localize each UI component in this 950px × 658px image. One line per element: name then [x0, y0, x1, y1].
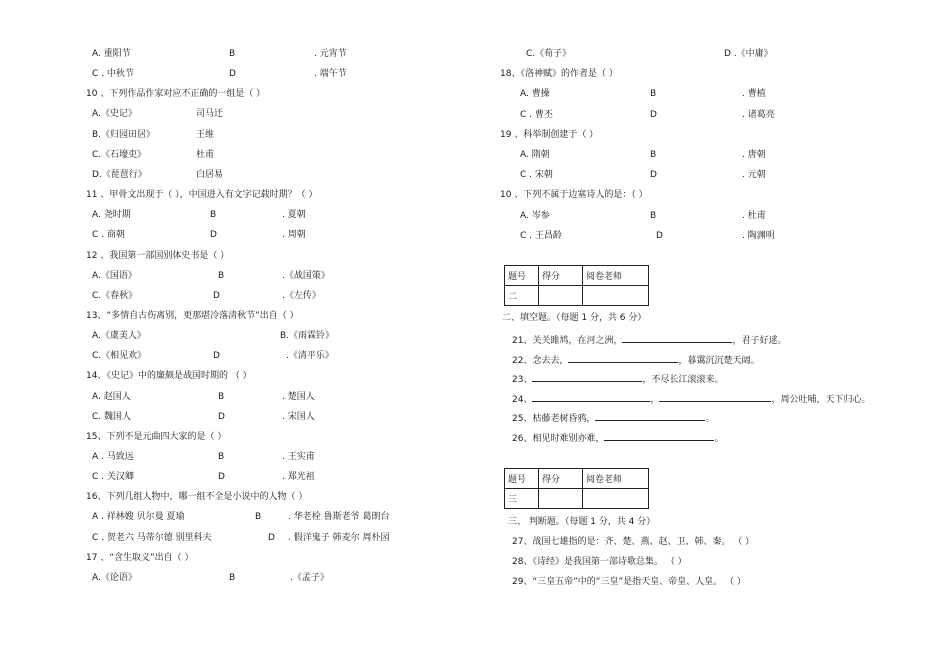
fill-blank-suffix: ，君子好逑。 — [732, 336, 787, 346]
question-text: 10 、下列不属于边塞诗人的是：（ ） — [500, 190, 648, 200]
option-right: . 郑光祖 — [282, 472, 315, 482]
answer-blank[interactable] — [532, 392, 650, 402]
option-letter: D — [213, 291, 220, 301]
true-false-item: 29、“三皇五帝”中的“三皇”是指天皇、帝皇、人皇。 （ ） — [512, 577, 746, 587]
option-right: . 假洋鬼子 韩麦尔 周朴园 — [288, 533, 390, 543]
option-right: . 夏朝 — [282, 210, 306, 220]
option-right: .《战国策》 — [282, 271, 330, 281]
option-left: C . 商朝 — [92, 230, 125, 240]
option-letter: D — [210, 230, 217, 240]
option-letter: B — [650, 89, 657, 99]
question-text: 12 、我国第一部国别体史书是（ ） — [86, 251, 230, 261]
table-header-score: 得分 — [539, 469, 583, 489]
option-left: C.《相见欢》 — [92, 351, 147, 361]
option-letter: B — [210, 210, 217, 220]
table-header-score: 得分 — [539, 266, 583, 286]
option-left: A.《国语》 — [92, 271, 137, 281]
fill-blank-separator: ， — [650, 395, 660, 405]
answer-blank[interactable] — [532, 372, 642, 382]
option-right: 司马迁 — [196, 109, 224, 119]
option-right: .《孟子》 — [290, 573, 329, 583]
option-left: A . 祥林嫂 贝尔曼 夏瑜 — [92, 512, 185, 522]
option-letter: B — [650, 211, 657, 221]
fill-blank-suffix: 。 — [705, 414, 715, 424]
table-header-grader: 阅卷老师 — [583, 266, 649, 286]
fill-blank-item — [512, 431, 723, 445]
option-left: A . 马致远 — [92, 452, 134, 462]
table-score-cell[interactable] — [539, 489, 583, 509]
option-left: C.《石壕吏》 — [92, 150, 147, 160]
option-right: . 元朝 — [742, 170, 766, 180]
option-right: . 端午节 — [314, 69, 347, 79]
fill-blank-item — [512, 411, 714, 425]
section3-title: 三、 判断题。（每题 1 分，共 4 分） — [508, 517, 656, 527]
option-left: C . 曹丕 — [520, 110, 553, 120]
question-text: 13、“多情自古伤离别，更那堪冷落清秋节”出自（ ） — [86, 311, 299, 321]
option-left: B.《归园田居》 — [92, 130, 156, 140]
true-false-item: 27、战国七雄指的是：齐、楚、燕、赵、卫、韩、秦。 （ ） — [512, 537, 755, 547]
table-score-cell[interactable] — [539, 286, 583, 306]
fill-blank-item — [512, 392, 870, 406]
question-text: 16、下列几组人物中，哪一组不全是小说中的人物（ ） — [86, 492, 308, 502]
option-right: 白居易 — [196, 170, 224, 180]
option-right: . 诸葛亮 — [742, 110, 775, 120]
fill-blank-item — [512, 333, 786, 347]
option-letter: B — [255, 512, 262, 522]
fill-blank-prefix: 25、枯藤老树昏鸦， — [512, 414, 596, 424]
fill-blank-prefix: 22、念去去， — [512, 356, 569, 366]
question-text: 14、《史记》中的廉颇是战国时期的 （ ） — [86, 371, 252, 381]
question-text: 18、《洛神赋》的作者是（ ） — [500, 69, 618, 79]
question-text: 10 、下列作品作家对应不正确的一组是（ ） — [86, 89, 266, 99]
option-right: . 周朝 — [282, 230, 306, 240]
option-left: A. 隋朝 — [520, 150, 550, 160]
option-left: C . 中秋节 — [92, 69, 134, 79]
option-letter: D — [218, 472, 225, 482]
section2-title: 二、填空题。（每题 1 分，共 6 分） — [502, 313, 647, 323]
option-right: B.《雨霖铃》 — [280, 331, 335, 341]
question-text: 17 、“含生取义”出自（ ） — [86, 553, 194, 563]
option-letter: B — [218, 452, 225, 462]
table-grader-cell[interactable] — [583, 286, 649, 306]
option-letter: B — [218, 392, 225, 402]
option-right: . 唐朝 — [742, 150, 766, 160]
fill-blank-prefix: 23、 — [512, 375, 533, 385]
table-header-grader: 阅卷老师 — [583, 469, 649, 489]
question-text: 15、下列不是元曲四大家的是（ ） — [86, 432, 227, 442]
option-letter: B — [229, 573, 236, 583]
option-right: . 宋国人 — [282, 412, 315, 422]
option-left: A.《史记》 — [92, 109, 137, 119]
option-letter: D — [268, 533, 275, 543]
true-false-item: 28、《诗经》是我国第一部诗歌总集。 （ ） — [512, 557, 687, 567]
table-section-number: 三 — [505, 489, 539, 509]
option-left: A. 赵国人 — [92, 392, 131, 402]
option-letter: D — [656, 231, 663, 241]
option-letter: D — [229, 69, 236, 79]
fill-blank-item — [512, 372, 723, 386]
option-right: .《左传》 — [282, 291, 321, 301]
option-letter: D — [650, 170, 657, 180]
option-right: 王维 — [196, 130, 215, 140]
answer-blank[interactable] — [659, 392, 771, 402]
answer-blank[interactable] — [622, 333, 732, 343]
fill-blank-suffix: 。 — [714, 434, 724, 444]
option-left: A. 重阳节 — [92, 49, 131, 59]
option-right: . 陶渊明 — [742, 231, 775, 241]
fill-blank-suffix: ，周公吐哺，天下归心。 — [771, 395, 871, 405]
option-left: A. 曹操 — [520, 89, 550, 99]
score-table-2 — [504, 265, 649, 306]
option-letter: D — [650, 110, 657, 120]
fill-blank-prefix: 24、 — [512, 395, 533, 405]
answer-blank[interactable] — [595, 411, 705, 421]
question-text: 11 、甲骨文出现于（ ），中国进入有文字记载时期？（ ） — [86, 190, 318, 200]
answer-blank[interactable] — [604, 431, 714, 441]
fill-blank-suffix: ，不尽长江滚滚来。 — [642, 375, 724, 385]
option-right: . 曹植 — [742, 89, 766, 99]
option-right: . 杜甫 — [742, 211, 766, 221]
table-grader-cell[interactable] — [583, 489, 649, 509]
option-letter: B — [229, 49, 236, 59]
fill-blank-prefix: 21、关关雎鸠，在河之洲， — [512, 336, 623, 346]
option-letter: B — [650, 150, 657, 160]
option-left: C.《荀子》 — [526, 49, 572, 59]
option-left: C. 魏国人 — [92, 412, 132, 422]
table-header-number: 题号 — [505, 469, 539, 489]
answer-blank[interactable] — [568, 353, 678, 363]
option-right: . 华老栓 鲁斯老爷 葛朗台 — [288, 512, 390, 522]
option-letter: D — [213, 351, 220, 361]
option-left: A. 岑参 — [520, 211, 550, 221]
option-left: D.《琵琶行》 — [92, 170, 147, 180]
option-right: . 王实甫 — [282, 452, 315, 462]
option-right: . 元宵节 — [314, 49, 347, 59]
option-left: C . 关汉卿 — [92, 472, 134, 482]
option-letter: D — [218, 412, 225, 422]
option-right: . 楚国人 — [282, 392, 315, 402]
fill-blank-suffix: ，暮霭沉沉楚天阔。 — [678, 356, 760, 366]
score-table-3 — [504, 468, 649, 509]
option-left: A.《虞美人》 — [92, 331, 146, 341]
option-left: A. 尧时期 — [92, 210, 131, 220]
option-right: 杜甫 — [196, 150, 215, 160]
option-left: C . 贺老六 马蒂尔德 别里科夫 — [92, 533, 212, 543]
option-left: C . 宋朝 — [520, 170, 553, 180]
option-right: .《清平乐》 — [286, 351, 334, 361]
option-letter: B — [218, 271, 225, 281]
option-left: C . 王昌龄 — [520, 231, 562, 241]
fill-blank-prefix: 26、相见时难别亦难， — [512, 434, 605, 444]
table-header-number: 题号 — [505, 266, 539, 286]
table-section-number: 二 — [505, 286, 539, 306]
option-right: D .《中庸》 — [724, 49, 773, 59]
fill-blank-item — [512, 353, 759, 367]
option-left: A.《论语》 — [92, 573, 137, 583]
question-text: 19 、科举制创建于（ ） — [500, 130, 599, 140]
option-left: C.《春秋》 — [92, 291, 138, 301]
